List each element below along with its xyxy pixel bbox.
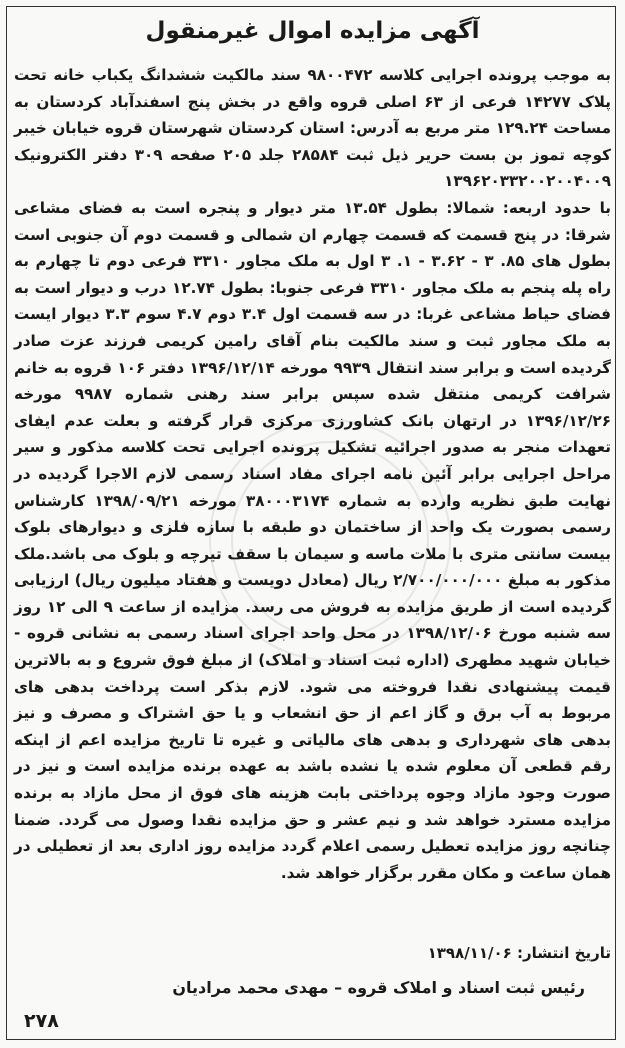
notice-body (14, 62, 611, 886)
notice-paragraph-details: با حدود اربعه: شمالا: بطول ۱۳.۵۴ متر دیوار و پنجره است به فضای مشاعی شرقا: در پنج قسمت که قسمت چهارم ان شمالی و قسمت دوم آن جنوبی است بطول های ۸۵. ۳ - ۳.۶۲ - ۱. ۳ اول به ملک مجاور ۳۳۱۰ فرعی دوم تا چهارم به راه پله پنجم به ملک مجاور ۳۳۱۰ فرعی جنوبا: بطول ۱۲.۷۴ درب و دیوار است به فضای حیاط مشاعی غربا: در سه قسمت اول ۳.۴ دوم ۴.۷ سوم ۳.۳ دیوار ایست به ملک مجاور ثبت و سند مالکیت بنام آقای رامین کریمی فرزند عزت صادر گردیده است و برابر سند انتقال ۹۹۳۹ مورخه ۱۳۹۶/۱۲/۱۴ دفتر ۱۰۶ قروه به خانم شرافت کریمی منتقل شده سپس برابر سند رهنی شماره ۹۹۸۷ مورخه ۱۳۹۶/۱۲/۲۶ در ارتهان بانک کشاورزی مرکزی قرار گرفته و بعلت عدم ایفای تعهدات منجر به صدور اجرائیه تشکیل پرونده اجرایی تحت کلاسه مذکور و سیر مراحل اجرایی برابر آئین نامه اجرای مفاد اسناد رسمی لازم الاجرا گردیده در نهایت طبق نظریه وارده به شماره ۳۸۰۰۰۳۱۷۴ مورخه ۱۳۹۸/۰۹/۲۱ کارشناس رسمی بصورت یک واحد از ساختمان دو طبقه با سازه فلزی و دیوارهای بلوک بیست سانتی متری با ملات ماسه و سیمان با سقف تیرچه و بلوک می باشد.ملک مذکور به مبلغ ۲/۷۰۰/۰۰۰/۰۰۰ ریال (معادل دویست و هفتاد میلیون ریال) ارزیابی گردیده است از طریق مزایده به فروش می رسد. مزایده از ساعت ۹ الی ۱۲ روز سه شنبه مورخ ۱۳۹۸/۱۲/۰۶ در محل واحد اجرای اسناد رسمی به نشانی قروه - خیابان شهید مطهری (اداره ثبت اسناد و املاک) از مبلغ فوق شروع و به بالاترین قیمت پیشنهادی نقدا فروخته می شود. لازم بذکر است پرداخت بدهی های مربوط به آب برق و گاز اعم از حق انشعاب و یا حق اشتراک و مصرف و نیز بدهی های شهرداری و بدهی های مالیاتی و غیره تا تاریخ مزایده اعم از اینکه رقم قطعی آن معلوم شده یا نشده باشد به عهده برنده مزایده است و نیز در صورت وجود مازاد وجوه پرداختی بابت هزینه های فوق از محل مازاد به برنده مزایده مسترد خواهد شد و نیم عشر و حق مزایده نقدا وصول می گردد. ضمنا چنانچه روز مزایده تعطیل رسمی اعلام گردد مزایده روز اداری بعد از تعطیلی در همان ساعت و مکان مقرر برگزار خواهد شد. (14, 198, 611, 882)
ad-number: ۲۷۸ (24, 1010, 59, 1032)
notice-paragraph-property: به موجب پرونده اجرایی کلاسه ۹۸۰۰۴۷۲ سند مالکیت ششدانگ یکباب خانه تحت پلاک ۱۴۲۷۷ فرعی از ۶۳ اصلی قروه واقع در بخش پنج اسفندآباد کردستان به مساحت ۱۲۹.۲۴ متر مربع به آدرس: استان کردستان شهرستان قروه خیابان خیبر کوچه تموز بن بست حریر ذیل ثبت ۲۸۵۸۴ جلد ۲۰۵ صفحه ۳۰۹ دفتر الکترونیک ۱۳۹۶۲۰۳۳۲۰۰۲۰۰۴۰۰۹ (14, 66, 612, 191)
publication-date: تاریخ انتشار: ۱۳۹۸/۱۱/۰۶ (427, 944, 611, 962)
notice-title: آگهی مزایده اموال غیرمنقول (145, 18, 480, 44)
signature: رئیس ثبت اسناد و املاک قروه – مهدی محمد مرادیان (172, 978, 585, 997)
